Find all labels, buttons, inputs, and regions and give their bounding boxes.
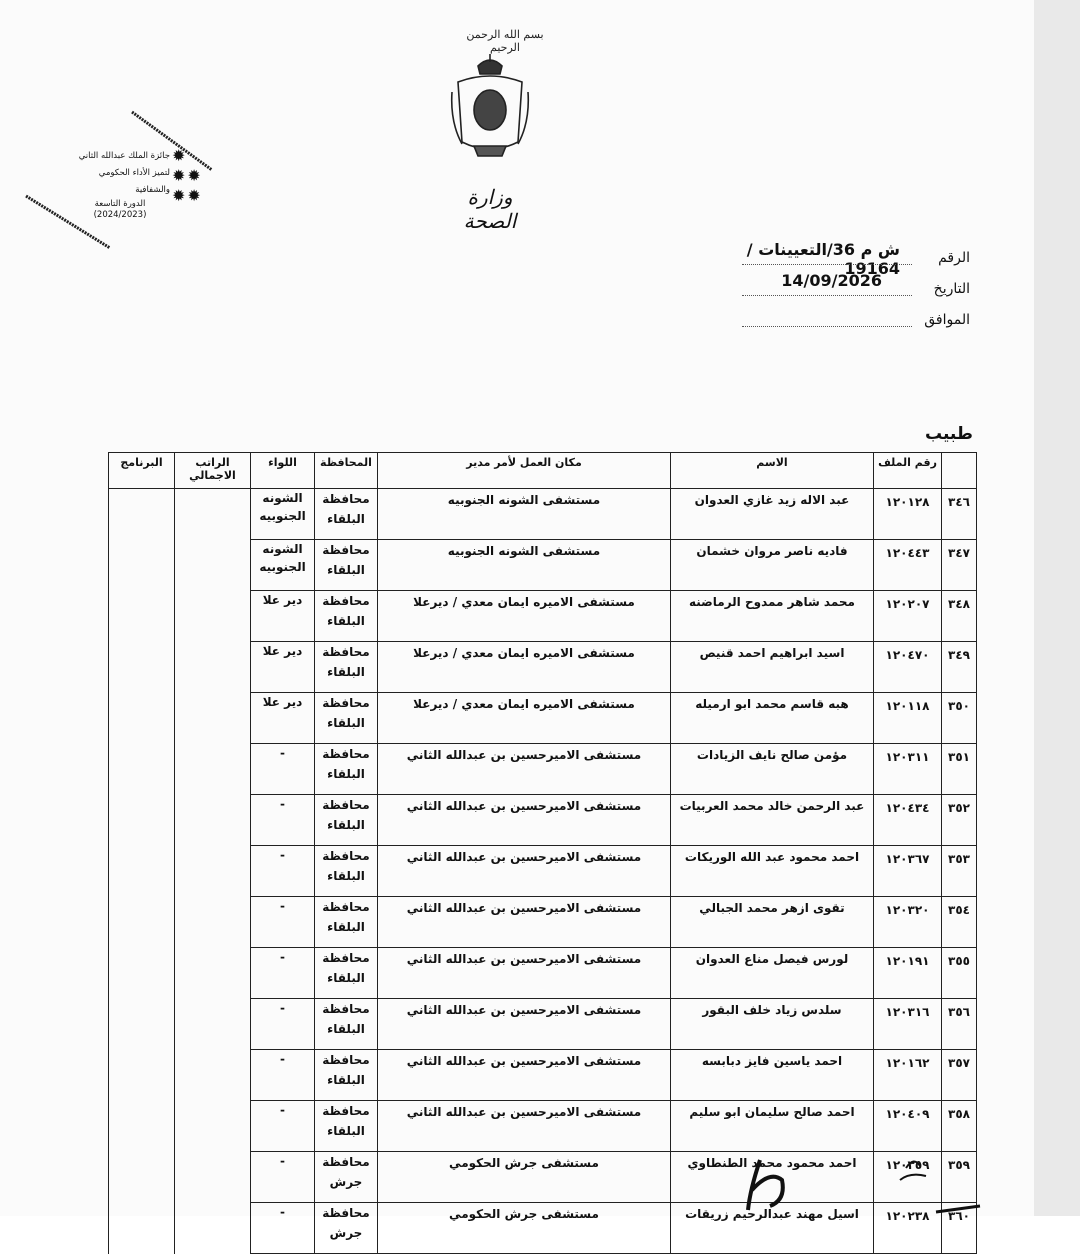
salary-cell xyxy=(175,1050,251,1101)
program-cell xyxy=(109,948,175,999)
workplace: مستشفى الشونه الجنوبيه xyxy=(378,540,671,591)
workplace: مستشفى الاميرحسين بن عبدالله الثاني xyxy=(378,897,671,948)
table-row xyxy=(109,693,977,744)
row-number: ٣٥٢ xyxy=(942,795,977,846)
col-header-name: الاسم xyxy=(671,453,874,489)
workplace: مستشفى الشونه الجنوبيه xyxy=(378,489,671,540)
employee-name: عبد الاله زيد غازي العدوان xyxy=(671,489,874,540)
district: دير علا xyxy=(251,693,315,744)
salary-cell xyxy=(175,642,251,693)
file-number: ١٢٠٣٦٧ xyxy=(874,846,942,897)
governorate: محافظة البلقاء xyxy=(315,897,378,948)
col-header-num xyxy=(942,453,977,489)
employee-name: اسيد ابراهيم احمد قنيص xyxy=(671,642,874,693)
salary-cell xyxy=(175,897,251,948)
governorate: محافظة جرش xyxy=(315,1203,378,1254)
scan-margin xyxy=(1034,0,1080,1216)
table-row xyxy=(109,948,977,999)
program-cell xyxy=(109,897,175,948)
employee-name: احمد محمود محمد الطنطاوي xyxy=(671,1152,874,1203)
dotted-line xyxy=(742,295,912,296)
program-cell xyxy=(109,1152,175,1203)
program-cell xyxy=(109,1203,175,1254)
district: الشونه الجنوبيه xyxy=(251,489,315,540)
program-cell xyxy=(109,1101,175,1152)
file-number: ١٢٠٤٠٩ xyxy=(874,1101,942,1152)
table-row xyxy=(109,540,977,591)
workplace: مستشفى جرش الحكومي xyxy=(378,1203,671,1254)
program-cell xyxy=(109,744,175,795)
file-number: ١٢٠٤٧٠ xyxy=(874,642,942,693)
date-row xyxy=(700,271,970,302)
file-number: ١٢٠٢٠٧ xyxy=(874,591,942,642)
district: - xyxy=(251,744,315,795)
row-number: ٣٥٦ xyxy=(942,999,977,1050)
row-number: ٣٥٨ xyxy=(942,1101,977,1152)
file-number: ١٢٠٣٢٠ xyxy=(874,897,942,948)
district: - xyxy=(251,948,315,999)
ministry-logotype: وزارة الصحة xyxy=(463,185,517,233)
salary-cell xyxy=(175,948,251,999)
jordan-coat-of-arms-icon xyxy=(448,52,532,162)
row-number: ٣٤٧ xyxy=(942,540,977,591)
salary-cell xyxy=(175,693,251,744)
table-row xyxy=(109,642,977,693)
file-number: ١٢٠٢٣٨ xyxy=(874,1203,942,1254)
salary-cell xyxy=(175,999,251,1050)
file-number: ١٢٠٣٥٩ xyxy=(874,1152,942,1203)
salary-cell xyxy=(175,744,251,795)
award-stars-icon: ✹ ✹✹ ✹✹ xyxy=(172,146,203,205)
row-number: ٣٥٠ xyxy=(942,693,977,744)
col-header-file: رقم الملف xyxy=(874,453,942,489)
governorate: محافظة البلقاء xyxy=(315,846,378,897)
row-number: ٣٥٣ xyxy=(942,846,977,897)
district: دير علا xyxy=(251,591,315,642)
program-cell xyxy=(109,846,175,897)
workplace: مستشفى الاميره ايمان معدي / ديرعلا xyxy=(378,642,671,693)
award-line-4: (2024/2023) xyxy=(93,210,147,220)
table-row xyxy=(109,1101,977,1152)
reference-value: ش م 36/التعيينات / 19164 xyxy=(746,240,900,278)
row-number: ٣٤٩ xyxy=(942,642,977,693)
employee-name: احمد صالح سليمان ابو سليم xyxy=(671,1101,874,1152)
district: - xyxy=(251,897,315,948)
date-value: 14/09/2026 xyxy=(781,271,882,290)
row-number: ٣٥٧ xyxy=(942,1050,977,1101)
program-cell xyxy=(109,540,175,591)
col-header-salary: الراتب الاجمالي xyxy=(175,453,251,489)
employee-name: هبه قاسم محمد ابو ارميله xyxy=(671,693,874,744)
employee-name: تقوى ازهر محمد الجبالي xyxy=(671,897,874,948)
dotted-line xyxy=(742,326,912,327)
signatures-icon xyxy=(730,1150,990,1216)
workplace: مستشفى الاميره ايمان معدي / ديرعلا xyxy=(378,693,671,744)
reference-row xyxy=(700,240,970,278)
employee-name: اسيل مهند عبدالرحيم زريقات xyxy=(671,1203,874,1254)
salary-cell xyxy=(175,540,251,591)
governorate: محافظة البلقاء xyxy=(315,948,378,999)
governorate: محافظة البلقاء xyxy=(315,999,378,1050)
file-number: ١٢٠١١٨ xyxy=(874,693,942,744)
file-number: ١٢٠١٦٢ xyxy=(874,1050,942,1101)
workplace: مستشفى الاميرحسين بن عبدالله الثاني xyxy=(378,744,671,795)
program-cell xyxy=(109,999,175,1050)
table-row xyxy=(109,897,977,948)
employee-name: احمد ياسين فايز دبابسه xyxy=(671,1050,874,1101)
governorate: محافظة البلقاء xyxy=(315,744,378,795)
table-row xyxy=(109,744,977,795)
hijri-row xyxy=(700,302,970,333)
district: - xyxy=(251,1050,315,1101)
table-row xyxy=(109,489,977,540)
governorate: محافظة البلقاء xyxy=(315,591,378,642)
row-number: ٣٤٦ xyxy=(942,489,977,540)
governorate: محافظة البلقاء xyxy=(315,795,378,846)
section-title: طبيب xyxy=(925,424,973,444)
row-number: ٣٥٥ xyxy=(942,948,977,999)
salary-cell xyxy=(175,591,251,642)
district: - xyxy=(251,795,315,846)
row-number: ٣٦٠ xyxy=(942,1203,977,1254)
district: - xyxy=(251,1203,315,1254)
employee-name: سلدس زياد خلف البقور xyxy=(671,999,874,1050)
award-stamp xyxy=(22,110,222,250)
salary-cell xyxy=(175,489,251,540)
employee-name: احمد محمود عبد الله الوريكات xyxy=(671,846,874,897)
col-header-dist: اللواء xyxy=(251,453,315,489)
col-header-work: مكان العمل لأمر مدير xyxy=(378,453,671,489)
award-line-1: جائزة الملك عبدالله الثاني xyxy=(78,151,170,161)
file-number: ١٢٠١٩١ xyxy=(874,948,942,999)
salary-cell xyxy=(175,846,251,897)
table-row xyxy=(109,1050,977,1101)
program-cell xyxy=(109,591,175,642)
dotted-line xyxy=(742,264,912,265)
bismillah-header: بسم الله الرحمن الرحيم xyxy=(466,28,544,54)
date-label: التاريخ xyxy=(933,281,970,297)
employee-name: فاديه ناصر مروان خشمان xyxy=(671,540,874,591)
reference-block xyxy=(700,240,970,333)
reference-label: الرقم xyxy=(938,250,970,266)
governorate: محافظة جرش xyxy=(315,1152,378,1203)
employee-name: مؤمن صالح نايف الزيادات xyxy=(671,744,874,795)
award-line-2: لتميز الأداء الحكومي والشفافية xyxy=(98,168,170,195)
district: الشونه الجنوبيه xyxy=(251,540,315,591)
program-cell xyxy=(109,1050,175,1101)
table-row xyxy=(109,999,977,1050)
governorate: محافظة البلقاء xyxy=(315,540,378,591)
workplace: مستشفى جرش الحكومي xyxy=(378,1152,671,1203)
program-cell xyxy=(109,693,175,744)
table-row xyxy=(109,846,977,897)
governorate: محافظة البلقاء xyxy=(315,693,378,744)
col-header-program: البرنامج xyxy=(109,453,175,489)
table-row xyxy=(109,795,977,846)
file-number: ١٢٠١٢٨ xyxy=(874,489,942,540)
workplace: مستشفى الاميرحسين بن عبدالله الثاني xyxy=(378,846,671,897)
governorate: محافظة البلقاء xyxy=(315,1050,378,1101)
employee-name: لورس فيصل مناع العدوان xyxy=(671,948,874,999)
award-text xyxy=(70,148,170,221)
program-cell xyxy=(109,489,175,540)
district: - xyxy=(251,1101,315,1152)
salary-cell xyxy=(175,1152,251,1203)
workplace: مستشفى الاميرحسين بن عبدالله الثاني xyxy=(378,999,671,1050)
salary-cell xyxy=(175,795,251,846)
employee-name: عبد الرحمن خالد محمد العربيات xyxy=(671,795,874,846)
file-number: ١٢٠٤٤٣ xyxy=(874,540,942,591)
row-number: ٣٤٨ xyxy=(942,591,977,642)
table-header-row xyxy=(109,453,977,489)
workplace: مستشفى الاميره ايمان معدي / ديرعلا xyxy=(378,591,671,642)
salary-cell xyxy=(175,1203,251,1254)
file-number: ١٢٠٣١١ xyxy=(874,744,942,795)
salary-cell xyxy=(175,1101,251,1152)
workplace: مستشفى الاميرحسين بن عبدالله الثاني xyxy=(378,948,671,999)
program-cell xyxy=(109,795,175,846)
file-number: ١٢٠٣١٦ xyxy=(874,999,942,1050)
award-line-3: الدورة التاسعة xyxy=(94,199,146,209)
employee-name: محمد شاهر ممدوح الرماضنه xyxy=(671,591,874,642)
district: - xyxy=(251,999,315,1050)
row-number: ٣٥٤ xyxy=(942,897,977,948)
district: - xyxy=(251,1152,315,1203)
workplace: مستشفى الاميرحسين بن عبدالله الثاني xyxy=(378,1101,671,1152)
row-number: ٣٥٩ xyxy=(942,1152,977,1203)
governorate: محافظة البلقاء xyxy=(315,1101,378,1152)
col-header-gov: المحافظة xyxy=(315,453,378,489)
program-cell xyxy=(109,642,175,693)
governorate: محافظة البلقاء xyxy=(315,642,378,693)
row-number: ٣٥١ xyxy=(942,744,977,795)
workplace: مستشفى الاميرحسين بن عبدالله الثاني xyxy=(378,795,671,846)
hijri-label: الموافق xyxy=(924,312,970,328)
table-row xyxy=(109,591,977,642)
district: - xyxy=(251,846,315,897)
file-number: ١٢٠٤٣٤ xyxy=(874,795,942,846)
governorate: محافظة البلقاء xyxy=(315,489,378,540)
appointments-table xyxy=(108,452,977,1254)
district: دير علا xyxy=(251,642,315,693)
workplace: مستشفى الاميرحسين بن عبدالله الثاني xyxy=(378,1050,671,1101)
